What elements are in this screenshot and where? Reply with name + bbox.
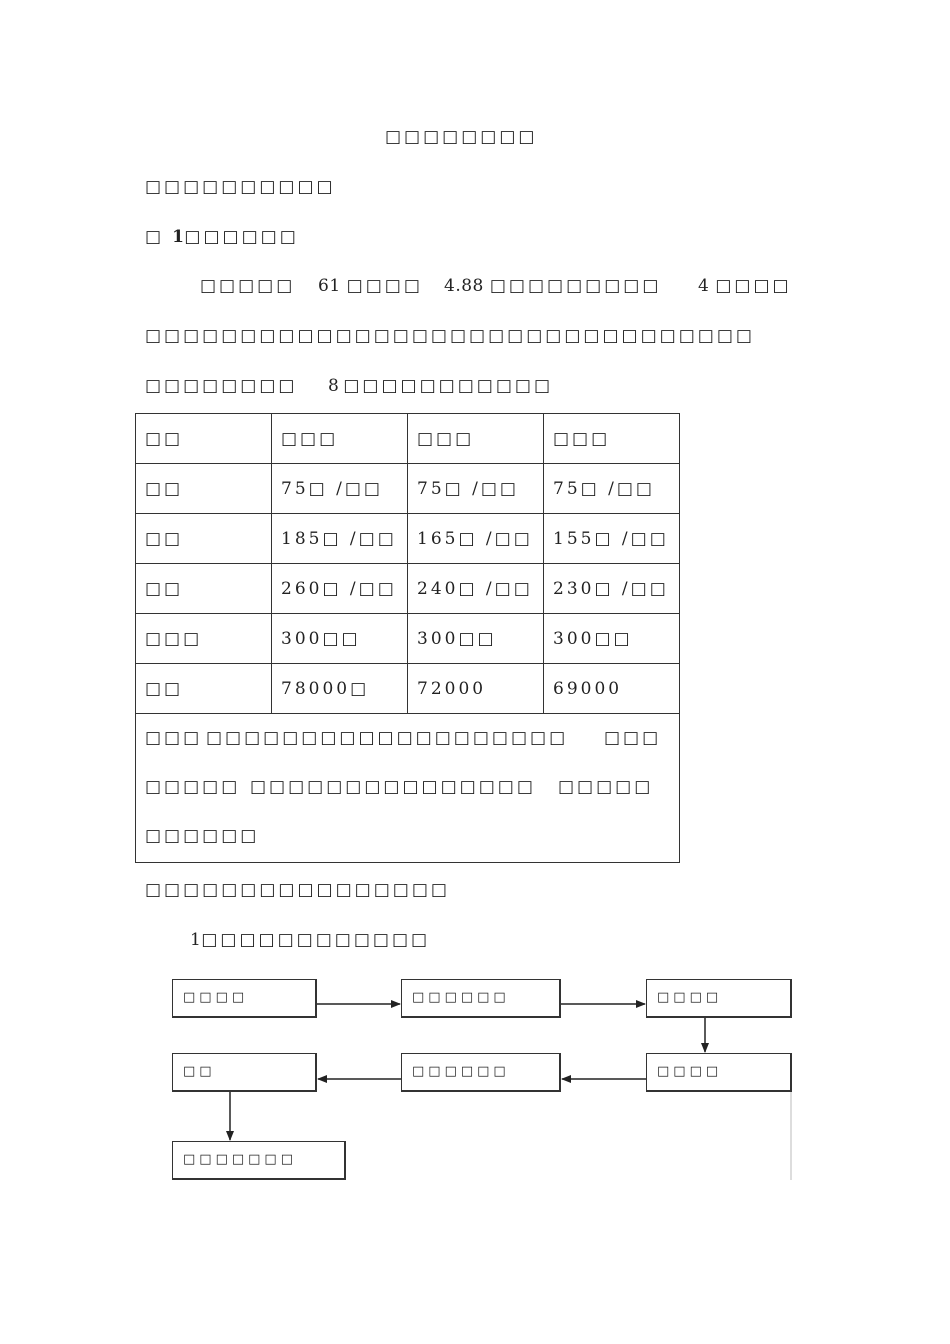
paragraph-2: □□□□□□□□□□□□□□□□□□□□□□□□□□□□□□□□ (145, 326, 755, 346)
table-cell: 75□ /□□ (544, 464, 680, 514)
flow-step-1: □□□□ (172, 979, 317, 1018)
table-cell: 260□ /□□ (272, 564, 408, 614)
flow-step-2: □□□□□□ (401, 979, 561, 1018)
flow-step-6: □□ (172, 1053, 317, 1092)
document-title: □□□□□□□□ (385, 127, 538, 147)
item-text: □□□□□□ (184, 227, 299, 247)
note-line-1-b: □□□□□□□□□□□□□□□□□□□ (206, 728, 569, 748)
table-cell: 300□□ (544, 614, 680, 664)
paragraph-1-part-b: 61 □□□□ (318, 276, 423, 296)
table-cell: 155□ /□□ (544, 514, 680, 564)
flow-step-3: □□□□ (646, 979, 792, 1018)
table-cell: 185□ /□□ (272, 514, 408, 564)
table-cell: □□ (136, 514, 272, 564)
note-line-3: □□□□□□ (145, 826, 260, 846)
note-line-2-a: □□□□□ (145, 777, 241, 797)
table-cell: 165□ /□□ (408, 514, 544, 564)
note-line-2-c: □□□□□ (558, 777, 654, 797)
note-line-2-b: □□□□□□□□□□□□□□□ (250, 777, 536, 797)
table-cell: □□ (136, 564, 272, 614)
note-line-1-c: □□□ (604, 728, 662, 748)
table-cell: 69000 (544, 664, 680, 714)
flow-step-5: □□□□□□ (401, 1053, 561, 1092)
item-prefix: □ (145, 227, 165, 247)
item-heading-2: 1□□□□□□□□□□□□ (190, 930, 431, 950)
table-cell: □□ (136, 664, 272, 714)
table-cell: □□□ (136, 614, 272, 664)
paragraph-1-part-c: 4.88 □□□□□□□□□ (444, 276, 662, 296)
paragraph-3-part-b: 8 □□□□□□□□□□□ (328, 376, 554, 396)
note-line-1-a: □□□ (145, 728, 203, 748)
flow-step-4: □□□□ (646, 1053, 792, 1092)
paragraph-1-part-a: □□□□□ (200, 276, 296, 296)
table-cell: 72000 (408, 664, 544, 714)
table-header-cell: □□ (136, 414, 272, 464)
table-cell: 75□ /□□ (408, 464, 544, 514)
item-number: 1 (172, 227, 185, 247)
flow-step-7: □□□□□□□ (172, 1141, 346, 1180)
paragraph-1-part-d: 4 □□□□ (698, 276, 792, 296)
section-heading-1: □□□□□□□□□□ (145, 177, 336, 197)
table-cell: 240□ /□□ (408, 564, 544, 614)
table-cell: 300□□ (272, 614, 408, 664)
paragraph-3-part-a: □□□□□□□□ (145, 376, 298, 396)
table-header-cell: □□□ (272, 414, 408, 464)
table-header-cell: □□□ (408, 414, 544, 464)
table-cell: □□ (136, 464, 272, 514)
section-heading-2: □□□□□□□□□□□□□□□□ (145, 880, 450, 900)
table-cell: 230□ /□□ (544, 564, 680, 614)
table-cell: 75□ /□□ (272, 464, 408, 514)
table-header-cell: □□□ (544, 414, 680, 464)
table-cell: 300□□ (408, 614, 544, 664)
table-cell: 78000□ (272, 664, 408, 714)
